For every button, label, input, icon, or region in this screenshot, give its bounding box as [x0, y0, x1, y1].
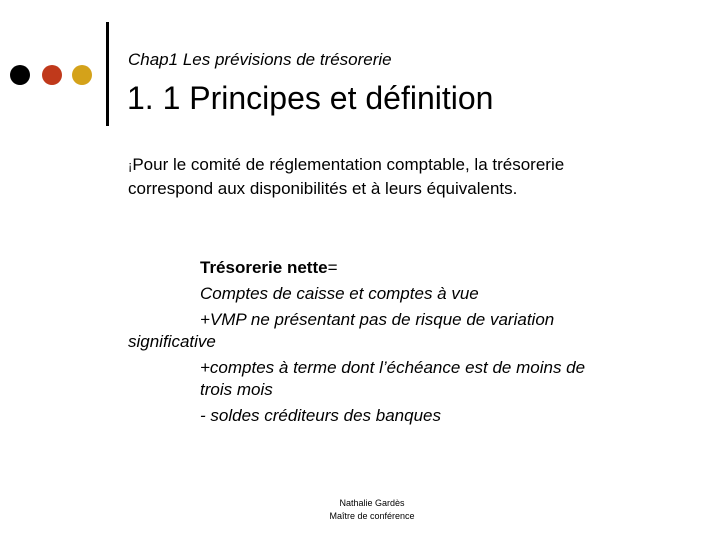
- title-divider-line: [106, 22, 109, 126]
- decorative-dot-gold: [72, 65, 92, 85]
- formula-line-3: +comptes à terme dont l’échéance est de moins de trois mois: [200, 358, 586, 399]
- formula-heading-eq: =: [327, 258, 338, 277]
- definition-text: Pour le comité de réglementation comptable, la trésorerie correspond aux disponibilités et à leurs équivalents.: [128, 155, 565, 198]
- footer-role: Maître de conférence: [329, 511, 415, 521]
- decorative-dot-red: [42, 65, 62, 85]
- definition-bullet: [128, 153, 598, 200]
- footer-name: Nathalie Gardès: [339, 498, 405, 508]
- formula-block: [128, 255, 648, 429]
- formula-line-2b: significative: [128, 332, 216, 351]
- decorative-dot-black: [10, 65, 30, 85]
- formula-heading: [128, 255, 648, 281]
- formula-heading-bold: Trésorerie nette: [200, 258, 328, 277]
- formula-line-4: - soldes créditeurs des banques: [200, 406, 441, 425]
- slide-title: 1. 1 Principes et définition: [127, 80, 494, 116]
- footer-author: [272, 497, 472, 523]
- formula-line-1: Comptes de caisse et comptes à vue: [200, 284, 479, 303]
- bullet-marker: ¡: [128, 158, 133, 173]
- chapter-subtitle: Chap1 Les prévisions de trésorerie: [128, 50, 392, 69]
- formula-line-2a: +VMP ne présentant pas de risque de variation: [200, 310, 555, 329]
